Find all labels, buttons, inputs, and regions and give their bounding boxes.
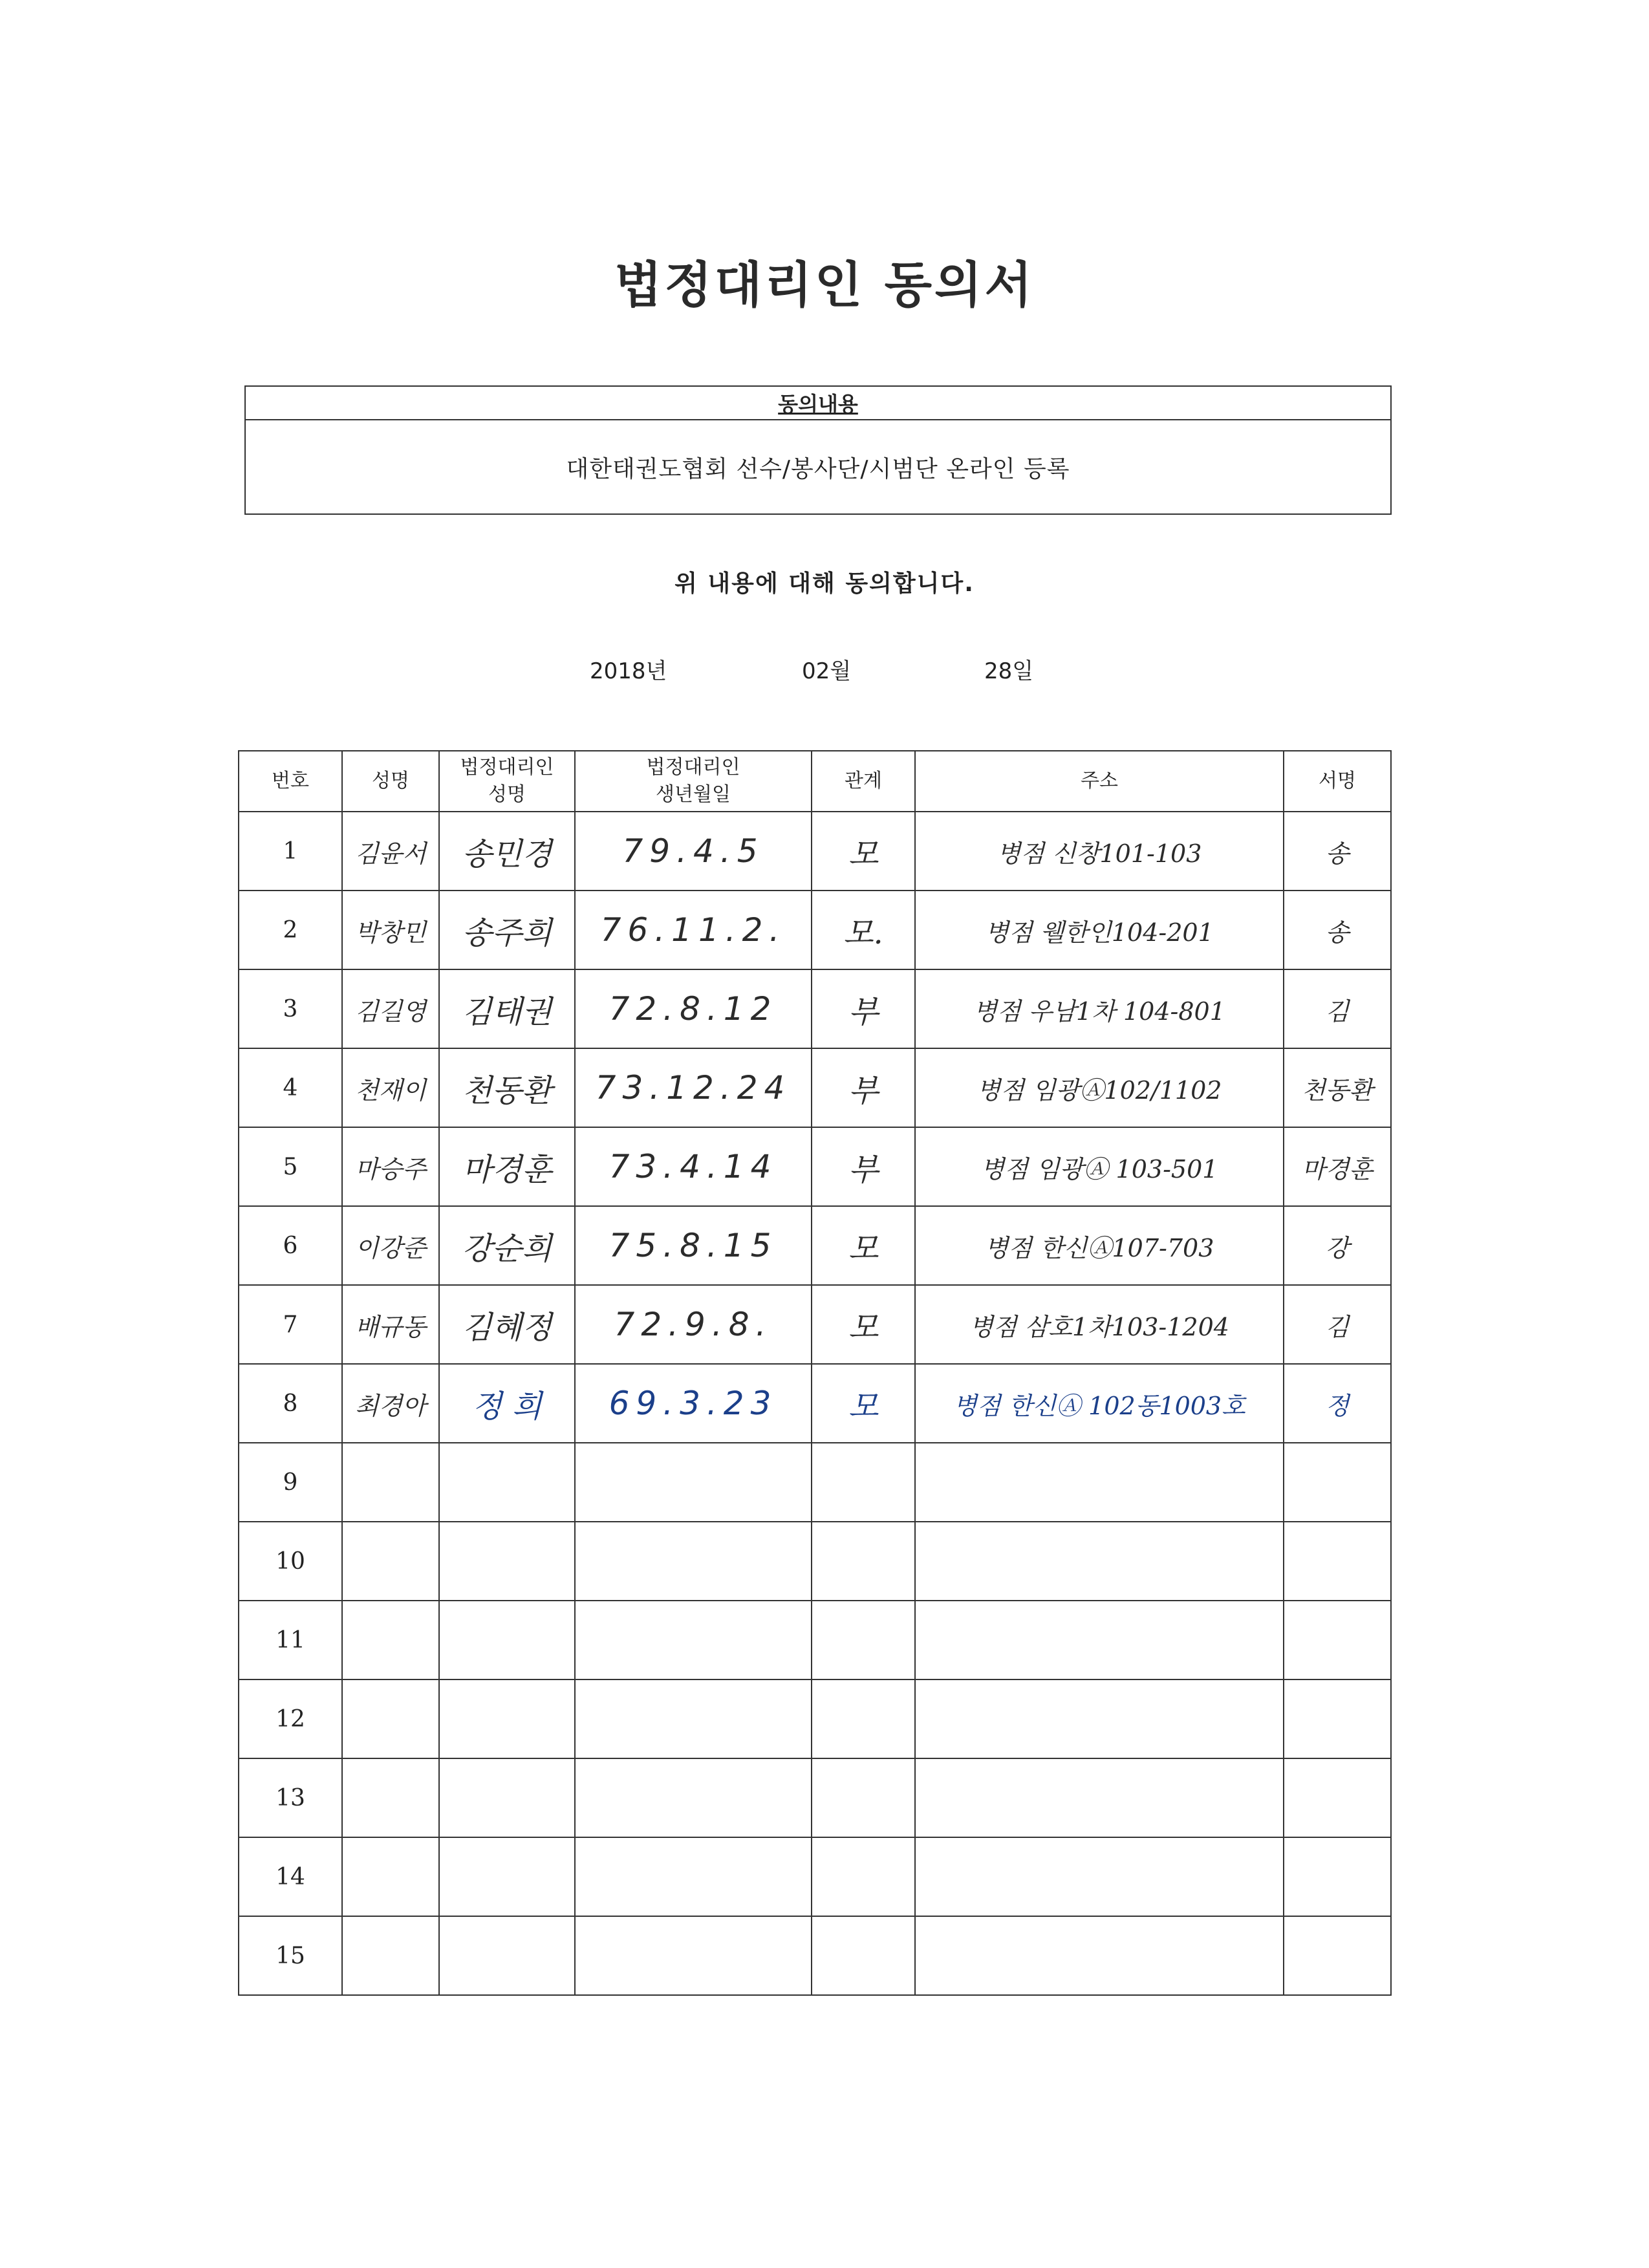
row-guardian-birth-cell [575, 1522, 812, 1601]
row-guardian-birth-cell [575, 1127, 812, 1206]
row-guardian-name: 송민경 [462, 836, 552, 872]
row-guardian-name: 천동환 [462, 1072, 552, 1109]
row-no: 14 [275, 1863, 305, 1890]
header-signature: 서명 [1284, 751, 1391, 812]
row-relation: 부 [848, 1072, 879, 1109]
row-no-cell [239, 891, 342, 969]
row-address-cell [915, 1364, 1284, 1443]
row-no-cell [239, 1916, 342, 1995]
row-guardian-name-cell [439, 1206, 575, 1285]
row-no: 7 [283, 1311, 298, 1338]
row-signature-cell [1284, 1758, 1391, 1837]
row-name-cell [342, 1601, 439, 1679]
row-guardian-name: 정 희 [472, 1388, 542, 1425]
date-year: 2018년 [590, 658, 667, 684]
row-guardian-name: 마경훈 [462, 1151, 552, 1188]
consent-body: 대한태권도협회 선수/봉사단/시범단 온라인 등록 [566, 455, 1070, 482]
consent-header-label: 동의내용 [778, 392, 858, 416]
row-guardian-name-cell [439, 1364, 575, 1443]
row-guardian-birth-cell [575, 1758, 812, 1837]
row-name-cell [342, 1522, 439, 1601]
row-relation: 모 [848, 836, 879, 872]
row-signature-cell [1284, 891, 1391, 969]
row-no-cell [239, 1285, 342, 1364]
row-signature: 정 [1325, 1391, 1350, 1420]
row-relation: 모 [848, 1388, 879, 1425]
row-relation-cell [812, 969, 915, 1048]
row-signature: 김 [1325, 997, 1350, 1026]
row-guardian-birth: 73.12.24 [595, 1069, 792, 1107]
row-guardian-birth-cell [575, 1285, 812, 1364]
row-name: 배규동 [354, 1312, 427, 1341]
row-no-cell [239, 1127, 342, 1206]
row-address: 병점 임광Ⓐ 103-501 [980, 1154, 1218, 1183]
table-row [239, 1837, 1391, 1916]
row-no-cell [239, 1679, 342, 1758]
table-row [239, 1916, 1391, 1995]
row-name: 이강준 [354, 1233, 427, 1262]
table-row [239, 1206, 1391, 1285]
row-no-cell [239, 969, 342, 1048]
header-name: 성명 [342, 751, 439, 812]
row-no: 9 [283, 1469, 298, 1496]
row-address-cell [915, 1837, 1284, 1916]
row-relation-cell [812, 1758, 915, 1837]
header-guardian-name-line1: 법정대리인 [460, 756, 554, 779]
row-guardian-birth-cell [575, 812, 812, 891]
table-row [239, 1048, 1391, 1127]
row-signature-cell [1284, 1679, 1391, 1758]
row-guardian-birth-cell [575, 1679, 812, 1758]
row-name-cell [342, 1364, 439, 1443]
header-relation: 관계 [812, 751, 915, 812]
table-row [239, 1443, 1391, 1522]
date-month: 02월 [802, 658, 852, 684]
row-guardian-name: 김혜정 [462, 1309, 552, 1346]
row-guardian-birth-cell [575, 1837, 812, 1916]
row-guardian-name: 강순희 [462, 1230, 552, 1267]
row-guardian-name: 김태권 [462, 993, 552, 1030]
row-no: 13 [275, 1784, 305, 1811]
row-address: 병점 한신Ⓐ107-703 [984, 1233, 1214, 1262]
row-no: 4 [283, 1074, 298, 1101]
row-address-cell [915, 1679, 1284, 1758]
row-name-cell [342, 1758, 439, 1837]
row-address-cell [915, 1443, 1284, 1522]
table-row [239, 1758, 1391, 1837]
row-address: 병점 한신Ⓐ 102동1003호 [953, 1391, 1245, 1420]
row-guardian-birth-cell [575, 1364, 812, 1443]
row-relation-cell [812, 1522, 915, 1601]
header-guardian-birth-line2: 생년월일 [656, 783, 731, 806]
row-address-cell [915, 1601, 1284, 1679]
row-relation-cell [812, 1837, 915, 1916]
consent-header [246, 387, 1390, 420]
date-day: 28일 [984, 658, 1034, 684]
row-guardian-birth: 69.3.23 [609, 1385, 778, 1422]
row-guardian-birth: 72.8.12 [609, 990, 778, 1028]
row-no: 5 [283, 1153, 298, 1180]
row-address-cell [915, 1758, 1284, 1837]
row-signature: 강 [1325, 1233, 1350, 1262]
row-no-cell [239, 1364, 342, 1443]
row-guardian-birth: 75.8.15 [609, 1227, 778, 1264]
row-no: 11 [275, 1626, 305, 1654]
row-guardian-name-cell [439, 1443, 575, 1522]
row-no-cell [239, 1443, 342, 1522]
row-name-cell [342, 969, 439, 1048]
row-relation: 모. [843, 914, 883, 951]
row-name-cell [342, 1679, 439, 1758]
row-guardian-name-cell [439, 1758, 575, 1837]
header-guardian-name [439, 751, 575, 812]
row-address-cell [915, 1522, 1284, 1601]
row-address-cell [915, 1206, 1284, 1285]
row-signature-cell [1284, 1206, 1391, 1285]
row-signature-cell [1284, 812, 1391, 891]
row-relation-cell [812, 1679, 915, 1758]
signature-table [238, 750, 1392, 1996]
row-signature-cell [1284, 1285, 1391, 1364]
row-address-cell [915, 1127, 1284, 1206]
row-guardian-birth: 76.11.2. [600, 911, 786, 949]
row-guardian-name-cell [439, 891, 575, 969]
table-row [239, 1364, 1391, 1443]
row-address: 병점 우남1차 104-801 [973, 997, 1225, 1026]
row-signature-cell [1284, 1127, 1391, 1206]
row-guardian-birth-cell [575, 969, 812, 1048]
row-signature: 천동환 [1301, 1075, 1374, 1105]
row-guardian-name-cell [439, 1285, 575, 1364]
row-signature-cell [1284, 1837, 1391, 1916]
row-guardian-name-cell [439, 812, 575, 891]
row-relation-cell [812, 1364, 915, 1443]
row-no-cell [239, 1758, 342, 1837]
row-address: 병점 임광Ⓐ102/1102 [976, 1075, 1222, 1105]
row-name: 김윤서 [354, 839, 427, 868]
table-row [239, 891, 1391, 969]
row-address-cell [915, 812, 1284, 891]
row-relation-cell [812, 1916, 915, 1995]
table-row [239, 812, 1391, 891]
row-relation-cell [812, 891, 915, 969]
row-guardian-birth: 72.9.8. [614, 1306, 773, 1343]
row-relation-cell [812, 1048, 915, 1127]
row-name: 마승주 [354, 1154, 427, 1183]
row-relation-cell [812, 1206, 915, 1285]
row-no: 12 [275, 1705, 305, 1733]
table-row [239, 1601, 1391, 1679]
row-signature: 송 [1325, 918, 1350, 947]
row-address-cell [915, 969, 1284, 1048]
row-guardian-birth: 79.4.5 [622, 832, 764, 870]
row-no: 1 [283, 837, 298, 865]
row-no-cell [239, 1601, 342, 1679]
row-name-cell [342, 1048, 439, 1127]
table-row [239, 1285, 1391, 1364]
row-relation: 모 [848, 1230, 879, 1267]
row-signature-cell [1284, 1522, 1391, 1601]
row-signature-cell [1284, 1364, 1391, 1443]
row-guardian-name-cell [439, 1048, 575, 1127]
agree-statement: 위 내용에 대해 동의합니다. [674, 570, 975, 597]
row-signature: 송 [1325, 839, 1350, 868]
row-no: 15 [275, 1942, 305, 1969]
row-no-cell [239, 1522, 342, 1601]
row-relation: 부 [848, 993, 879, 1030]
row-guardian-birth-cell [575, 1916, 812, 1995]
row-name-cell [342, 891, 439, 969]
header-address: 주소 [915, 751, 1284, 812]
row-guardian-name-cell [439, 1601, 575, 1679]
row-name: 김길영 [354, 997, 427, 1026]
row-no: 10 [275, 1548, 305, 1575]
row-signature-cell [1284, 1601, 1391, 1679]
row-guardian-name: 송주희 [462, 914, 552, 951]
row-no-cell [239, 812, 342, 891]
table-header-row [239, 751, 1391, 812]
row-guardian-birth-cell [575, 1443, 812, 1522]
row-name-cell [342, 1443, 439, 1522]
row-no-cell [239, 1206, 342, 1285]
row-relation-cell [812, 812, 915, 891]
row-no: 2 [283, 916, 298, 944]
document-title: 법정대리인 동의서 [614, 256, 1035, 314]
row-relation: 모 [848, 1309, 879, 1346]
row-address: 병점 신창101-103 [997, 839, 1202, 868]
row-guardian-name-cell [439, 1837, 575, 1916]
row-guardian-birth-cell [575, 1048, 812, 1127]
row-signature: 마경훈 [1301, 1154, 1374, 1183]
row-address-cell [915, 1048, 1284, 1127]
row-name: 천재이 [354, 1075, 427, 1105]
row-no: 6 [283, 1232, 298, 1259]
row-name-cell [342, 1127, 439, 1206]
row-no-cell [239, 1048, 342, 1127]
row-guardian-name-cell [439, 1679, 575, 1758]
header-guardian-birth-line1: 법정대리인 [646, 756, 740, 779]
row-signature-cell [1284, 1048, 1391, 1127]
row-address-cell [915, 1916, 1284, 1995]
row-guardian-birth-cell [575, 1601, 812, 1679]
table-row [239, 1679, 1391, 1758]
row-address: 병점 삼호1차103-1204 [969, 1312, 1229, 1341]
table-row [239, 1522, 1391, 1601]
row-address: 병점 웰한인104-201 [985, 918, 1214, 947]
header-guardian-name-line2: 성명 [488, 783, 526, 806]
row-no: 3 [283, 995, 298, 1022]
row-relation: 부 [848, 1151, 879, 1188]
table-row [239, 969, 1391, 1048]
row-guardian-name-cell [439, 969, 575, 1048]
row-guardian-name-cell [439, 1916, 575, 1995]
row-guardian-birth-cell [575, 1206, 812, 1285]
row-relation-cell [812, 1601, 915, 1679]
row-address-cell [915, 1285, 1284, 1364]
row-name-cell [342, 1285, 439, 1364]
row-name: 박창민 [354, 918, 427, 947]
row-name-cell [342, 1206, 439, 1285]
row-guardian-birth: 73.4.14 [609, 1148, 778, 1185]
row-signature-cell [1284, 1916, 1391, 1995]
row-name-cell [342, 1916, 439, 1995]
row-signature-cell [1284, 969, 1391, 1048]
row-relation-cell [812, 1127, 915, 1206]
consent-box [244, 385, 1392, 515]
header-no: 번호 [239, 751, 342, 812]
row-signature: 김 [1325, 1312, 1350, 1341]
row-signature-cell [1284, 1443, 1391, 1522]
row-guardian-name-cell [439, 1522, 575, 1601]
row-guardian-birth-cell [575, 891, 812, 969]
row-no-cell [239, 1837, 342, 1916]
row-name: 최경아 [354, 1391, 427, 1420]
row-relation-cell [812, 1443, 915, 1522]
row-name-cell [342, 1837, 439, 1916]
row-guardian-name-cell [439, 1127, 575, 1206]
row-address-cell [915, 891, 1284, 969]
header-guardian-birth [575, 751, 812, 812]
table-row [239, 1127, 1391, 1206]
row-name-cell [342, 812, 439, 891]
row-no: 8 [283, 1390, 298, 1417]
row-relation-cell [812, 1285, 915, 1364]
